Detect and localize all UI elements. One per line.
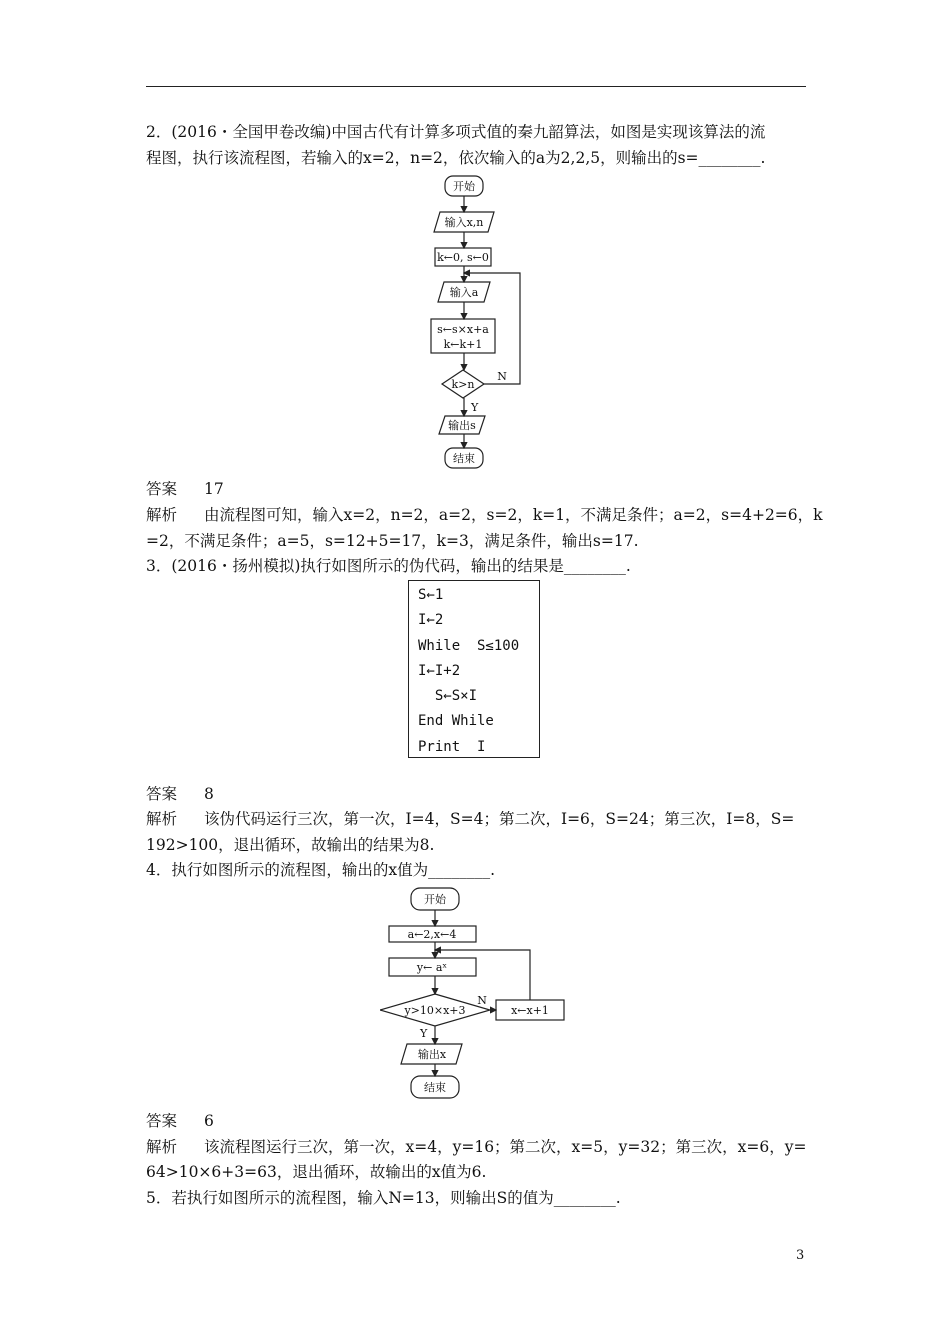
q2-text-line1: 2．(2016・全国甲卷改编)中国古代有计算多项式值的秦九韶算法，如图是实现该算法的流 (146, 123, 766, 141)
q2-answer-label: 答案 (146, 480, 178, 498)
q3-answer-label: 答案 (146, 785, 178, 803)
q4-analysis-label: 解析 (146, 1138, 178, 1156)
q4-init-label: a←2,x←4 (407, 928, 457, 941)
code-line-7: Print I (418, 738, 486, 755)
q3-answer (146, 784, 214, 804)
q3-text-line1: 3．(2016・扬州模拟)执行如图所示的伪代码，输出的结果是________. (146, 557, 631, 575)
q4-start-label: 开始 (424, 893, 446, 906)
q5-text-line1: 5．若执行如图所示的流程图，输入N=13，则输出S的值为________. (146, 1189, 621, 1207)
q4-end-label: 结束 (424, 1081, 446, 1094)
q2-start-label: 开始 (453, 180, 475, 193)
q2-analysis-line1 (146, 505, 823, 525)
q4-output-label: 输出x (417, 1048, 447, 1061)
q2-update1-label: s←s×x+a (437, 323, 489, 336)
q4-answer-label: 答案 (146, 1112, 178, 1130)
q2-flowchart (420, 172, 540, 472)
q2-text-line2: 程图，执行该流程图，若输入的x=2，n=2，依次输入的a为2,2,5，则输出的s=________. (146, 149, 766, 167)
q4-answer (146, 1111, 214, 1131)
q4-analysis-line1 (146, 1137, 806, 1157)
q2-end-label: 结束 (453, 452, 475, 465)
q4-flowchart (380, 884, 580, 1104)
q2-analysis-label: 解析 (146, 506, 178, 524)
code-line-4: I←I+2 (418, 662, 461, 679)
q4-answer-value: 6 (204, 1112, 214, 1130)
code-line-6: End While (418, 713, 494, 730)
code-line-5: S←S×I (418, 688, 478, 705)
q2-yes-label: Y (471, 401, 479, 414)
q2-analysis-text1: 由流程图可知，输入x=2，n=2，a=2，s=2，k=1，不满足条件；a=2，s=4+2=6，k (204, 506, 823, 524)
q2-cond-label: k>n (451, 378, 475, 391)
page-number: 3 (796, 1248, 805, 1263)
q2-input-a-label: 输入a (449, 286, 479, 299)
q2-input-xn-label: 输入x,n (444, 216, 484, 229)
code-line-2: I←2 (418, 612, 444, 629)
q2-init-label: k←0, s←0 (437, 251, 489, 264)
q4-text-line1: 4．执行如图所示的流程图，输出的x值为________. (146, 861, 496, 879)
q3-analysis-line1 (146, 809, 794, 829)
q3-analysis-label: 解析 (146, 810, 178, 828)
q4-no-label: N (477, 994, 487, 1007)
code-line-3: While S≤100 (418, 637, 520, 654)
code-line-1: S←1 (418, 587, 444, 603)
q4-analysis-line2: 64>10×6+3=63，退出循环，故输出的x值为6. (146, 1163, 487, 1181)
q3-analysis-text1: 该伪代码运行三次，第一次，I=4，S=4；第二次，I=6，S=24；第三次，I=8，S= (204, 810, 795, 828)
q3-answer-value: 8 (204, 785, 214, 803)
q4-yes-label: Y (420, 1027, 428, 1040)
q3-analysis-line2: 192>100，退出循环，故输出的结果为8. (146, 836, 435, 854)
q4-cond-label: y>10×x+3 (404, 1004, 466, 1017)
q4-analysis-text1: 该流程图运行三次，第一次，x=4，y=16；第二次，x=5，y=32；第三次，x=6，y= (204, 1138, 807, 1156)
q2-answer-value: 17 (204, 480, 224, 498)
q2-update2-label: k←k+1 (443, 338, 483, 351)
q2-no-label: N (497, 370, 507, 383)
q4-increment-label: x←x+1 (511, 1004, 549, 1017)
q2-analysis-line2: =2，不满足条件；a=5，s=12+5=17，k=3，满足条件，输出s=17. (146, 532, 639, 550)
q2-output-label: 输出s (448, 419, 476, 432)
q2-answer (146, 479, 224, 499)
q4-assign-label: y← aˣ (416, 961, 448, 974)
q3-pseudocode-box (408, 580, 540, 758)
header-rule (146, 86, 806, 87)
